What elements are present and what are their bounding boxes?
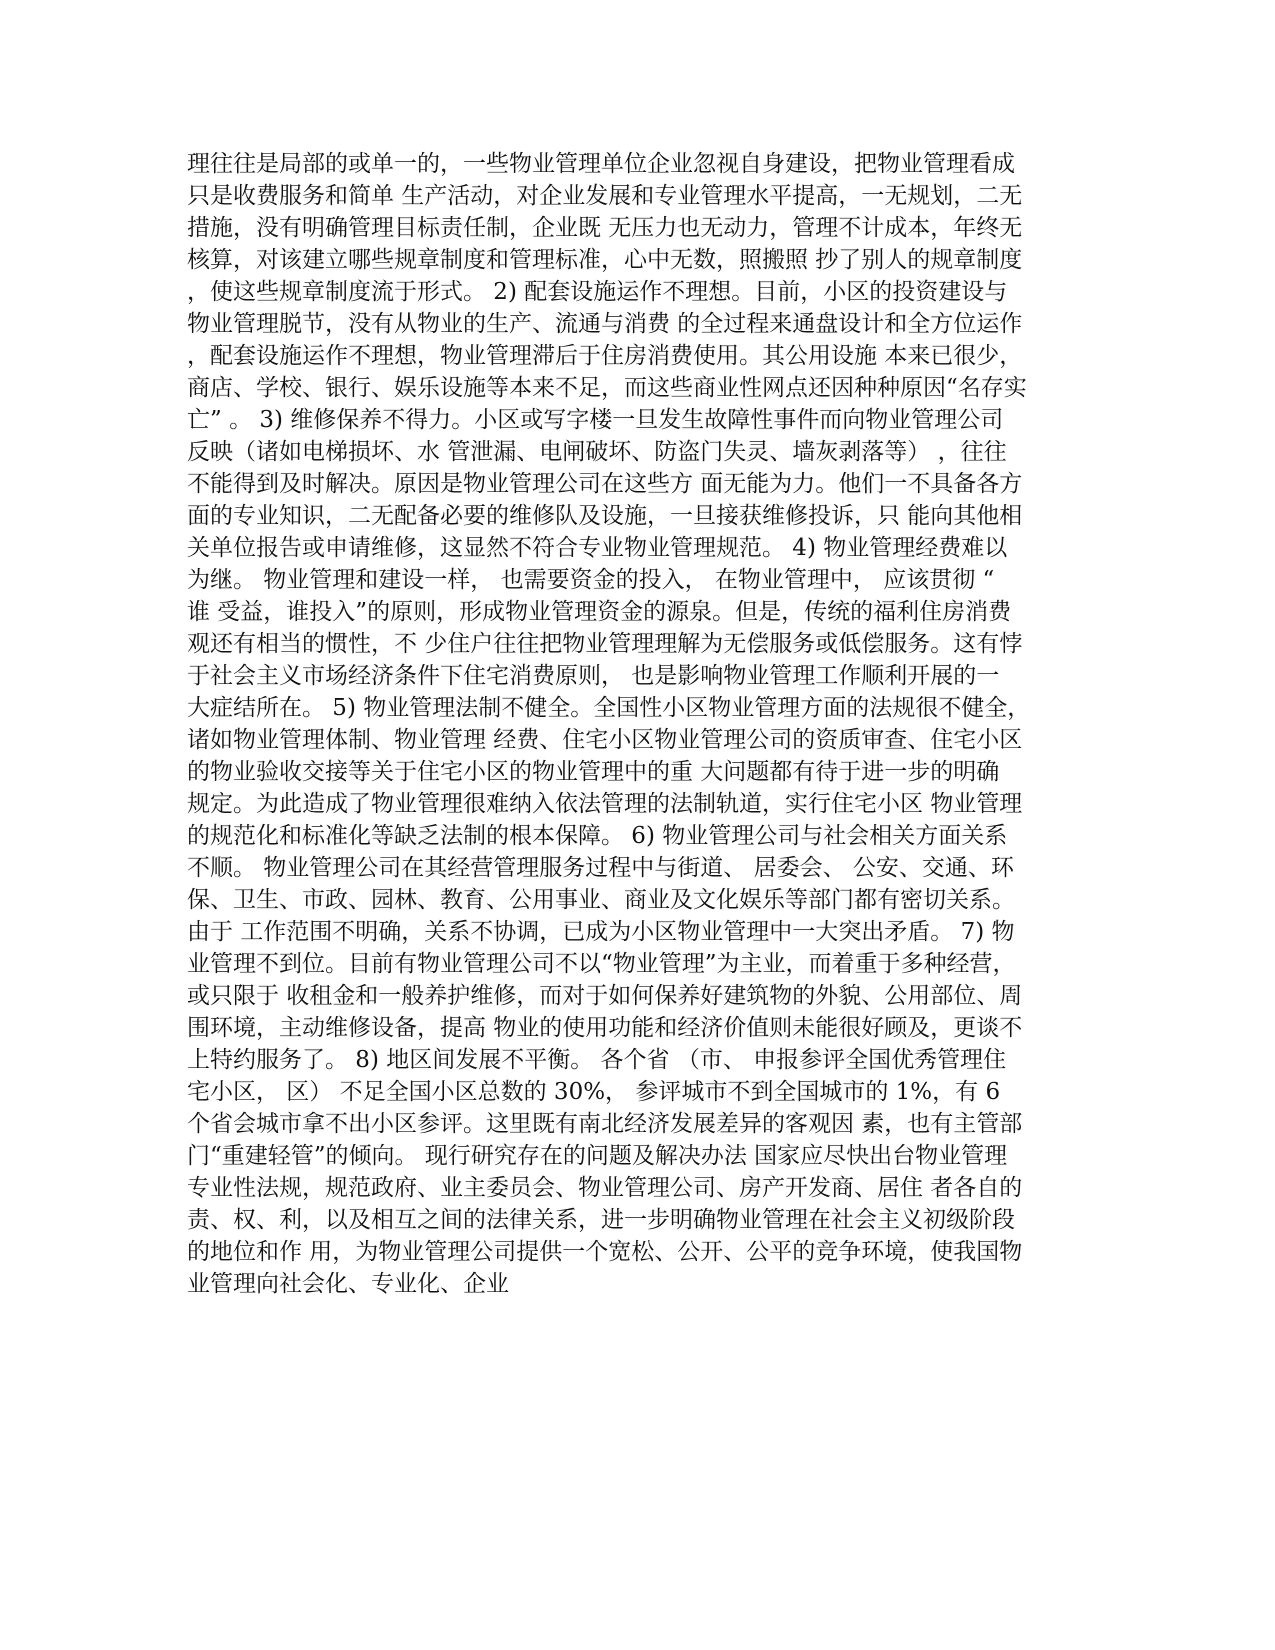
text-line: 于社会主义市场经济条件下住宅消费原则， 也是影响物业管理工作顺利开展的一 bbox=[187, 663, 1000, 689]
text-line: 商店、学校、银行、娱乐设施等本来不足，而这些商业性网点还因种种原因“名存实 bbox=[187, 375, 1027, 401]
text-line: 只是收费服务和简单 生产活动，对企业发展和专业管理水平提高，一无规划，二无 bbox=[187, 183, 1023, 209]
text-line: 不能得到及时解决。原因是物业管理公司在这些方 面无能为力。他们一不具备各方 bbox=[187, 471, 1023, 497]
text-line: ，使这些规章制度流于形式。 2) 配套设施运作不理想。目前，小区的投资建设与 bbox=[187, 279, 1008, 305]
text-line: 业管理不到位。目前有物业管理公司不以“物业管理”为主业，而着重于多种经营， bbox=[187, 951, 1016, 977]
text-line: 门“重建轻管”的倾向。 现行研究存在的问题及解决办法 国家应尽快出台物业管理 bbox=[187, 1143, 1008, 1169]
text-line: 理往往是局部的或单一的，一些物业管理单位企业忽视自身建设，把物业管理看成 bbox=[187, 151, 1015, 177]
text-line: ，配套设施运作不理想，物业管理滞后于住房消费使用。其公用设施 本来已很少， bbox=[187, 343, 1023, 369]
text-line: 大症结所在。 5) 物业管理法制不健全。全国性小区物业管理方面的法规很不健全， bbox=[187, 695, 1031, 721]
text-line: 措施，没有明确管理目标责任制，企业既 无压力也无动力，管理不计成本，年终无 bbox=[187, 215, 1023, 241]
text-line: 为继。 物业管理和建设一样， 也需要资金的投入， 在物业管理中， 应该贯彻 “ bbox=[187, 567, 995, 593]
text-line: 的地位和作 用，为物业管理公司提供一个宽松、公开、公平的竞争环境，使我国物 bbox=[187, 1239, 1023, 1265]
text-line: 亡” 。 3) 维修保养不得力。小区或写字楼一旦发生故障性事件而向物业管理公司 bbox=[187, 407, 1004, 433]
text-line: 宅小区， 区） 不足全国小区总数的 30%， 参评城市不到全国城市的 1%，有 6 bbox=[187, 1079, 1001, 1105]
text-line: 面的专业知识，二无配备必要的维修队及设施，一旦接获维修投诉，只 能向其他相 bbox=[187, 503, 1023, 529]
text-line: 诸如物业管理体制、物业管理 经费、住宅小区物业管理公司的资质审查、住宅小区 bbox=[187, 727, 1023, 753]
text-line: 责、权、利，以及相互之间的法律关系，进一步明确物业管理在社会主义初级阶段 bbox=[187, 1207, 1015, 1233]
text-line: 观还有相当的惯性，不 少住户往往把物业管理理解为无偿服务或低偿服务。这有悖 bbox=[187, 631, 1023, 657]
text-line: 物业管理脱节，没有从物业的生产、流通与消费 的全过程来通盘设计和全方位运作 bbox=[187, 311, 1023, 337]
text-line: 的物业验收交接等关于住宅小区的物业管理中的重 大问题都有待于进一步的明确 bbox=[187, 759, 1000, 785]
text-line: 谁 受益，谁投入”的原则，形成物业管理资金的源泉。但是，传统的福利住房消费 bbox=[187, 599, 1012, 625]
text-line: 的规范化和标准化等缺乏法制的根本保障。 6) 物业管理公司与社会相关方面关系 bbox=[187, 823, 1008, 849]
text-line: 规定。为此造成了物业管理很难纳入依法管理的法制轨道，实行住宅小区 物业管理 bbox=[187, 791, 1023, 817]
text-line: 由于 工作范围不明确，关系不协调，已成为小区物业管理中一大突出矛盾。 7) 物 bbox=[187, 919, 1015, 945]
text-line: 业管理向社会化、专业化、企业 bbox=[187, 1271, 509, 1297]
text-line: 反映（诸如电梯损坏、水 管泄漏、电闸破坏、防盗门失灵、墙灰剥落等） ，往往 bbox=[187, 439, 1007, 465]
text-line: 不顺。 物业管理公司在其经营管理服务过程中与街道、 居委会、 公安、交通、环 bbox=[187, 855, 1014, 881]
text-line: 关单位报告或申请维修，这显然不符合专业物业管理规范。 4) 物业管理经费难以 bbox=[187, 535, 1008, 561]
text-line: 或只限于 收租金和一般养护维修，而对于如何保养好建筑物的外貌、公用部位、周 bbox=[187, 983, 1023, 1009]
body-text bbox=[187, 148, 1087, 1300]
text-line: 个省会城市拿不出小区参评。这里既有南北经济发展差异的客观因 素，也有主管部 bbox=[187, 1111, 1023, 1137]
text-line: 上特约服务了。 8) 地区间发展不平衡。 各个省 （市、 申报参评全国优秀管理住 bbox=[187, 1047, 1007, 1073]
text-line: 专业性法规，规范政府、业主委员会、物业管理公司、房产开发商、居住 者各自的 bbox=[187, 1175, 1023, 1201]
text-line: 围环境，主动维修设备，提高 物业的使用功能和经济价值则未能很好顾及，更谈不 bbox=[187, 1015, 1023, 1041]
text-line: 保、卫生、市政、园林、教育、公用事业、商业及文化娱乐等部门都有密切关系。 bbox=[187, 887, 1015, 913]
text-line: 核算，对该建立哪些规章制度和管理标准，心中无数，照搬照 抄了别人的规章制度 bbox=[187, 247, 1023, 273]
